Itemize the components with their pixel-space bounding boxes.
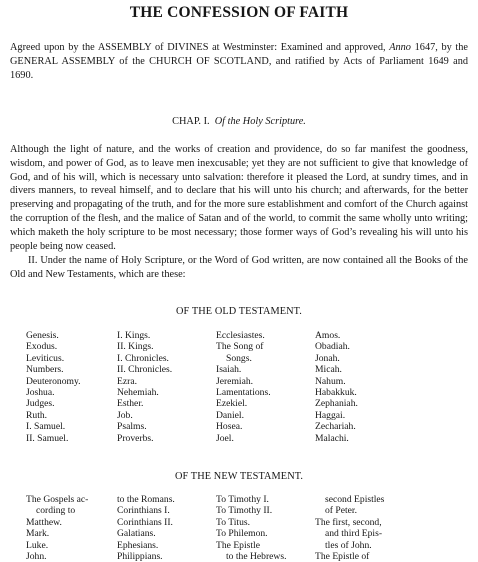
book-name: Habakkuk. bbox=[315, 387, 357, 399]
book-name: to the Hebrews. bbox=[226, 551, 287, 562]
book-name: Ecclesiastes. bbox=[216, 330, 265, 341]
nt-column-3 bbox=[216, 494, 286, 562]
old-testament-heading: OF THE OLD TESTAMENT. bbox=[176, 306, 302, 317]
book-name: tles of John. bbox=[325, 539, 372, 551]
book-name: Leviticus. bbox=[26, 352, 65, 364]
chapter-number: CHAP. I. bbox=[172, 116, 210, 127]
book-name: Genesis. bbox=[26, 330, 59, 341]
book-name: II. Samuel. bbox=[26, 432, 69, 444]
ot-column-3 bbox=[216, 330, 271, 444]
book-name: Daniel. bbox=[216, 409, 244, 421]
book-name: Numbers. bbox=[26, 364, 64, 376]
book-name: Proverbs. bbox=[117, 432, 154, 444]
book-name: to the Romans. bbox=[117, 494, 175, 505]
book-name: Nehemiah. bbox=[117, 387, 159, 399]
book-name: Galatians. bbox=[117, 528, 156, 540]
nt-column-1 bbox=[26, 494, 88, 562]
book-name: Jeremiah. bbox=[216, 375, 254, 387]
book-name: Ephesians. bbox=[117, 539, 159, 551]
paragraph-2: II. Under the name of Holy Scripture, or the Word of God written, are now contained all the Books of the Old and New Testaments, which are these: bbox=[10, 255, 468, 280]
ot-column-1 bbox=[26, 330, 81, 444]
book-name: Zephaniah. bbox=[315, 398, 358, 410]
paragraph-1: Although the light of nature, and the works of creation and providence, do so far manifest the goodness, wisdom, and power of God, as to leave men inexcusable; yet they are not sufficient to give that knowledge of God, and of his will, which is necessary unto salvation: therefore it pleased the Lord, at sundry times, and in divers manners, to reveal himself, and to declare that his will unto his church; and afterwards, for the better preserving and propagating of the truth, and for the more sure establishment and comfort of the Church against the corruption of the flesh, and the malice of Satan and of the world, to commit the same wholly unto writing; which maketh the holy scripture to be most necessary; those former ways of God’s revealing his will unto his people being now ceased. bbox=[10, 144, 468, 252]
book-name: John. bbox=[26, 551, 47, 562]
book-name: The Gospels ac- bbox=[26, 494, 89, 505]
book-name: I. Chronicles. bbox=[117, 352, 169, 364]
book-name: To Titus. bbox=[216, 516, 250, 528]
book-name: Exodus. bbox=[26, 341, 58, 353]
book-name: Isaiah. bbox=[216, 364, 242, 376]
book-name: II. Kings. bbox=[117, 341, 154, 353]
chapter-heading bbox=[0, 116, 478, 127]
book-name: Hosea. bbox=[216, 421, 243, 433]
book-name: I. Kings. bbox=[117, 330, 151, 341]
book-name: Corinthians I. bbox=[117, 505, 170, 517]
book-name: Joshua. bbox=[26, 387, 55, 399]
book-name: second Epistles bbox=[325, 494, 385, 505]
book-name: Job. bbox=[117, 409, 133, 421]
book-name: Ruth. bbox=[26, 409, 48, 421]
chapter-title: Of the Holy Scripture. bbox=[214, 116, 306, 127]
book-name: Joel. bbox=[216, 432, 234, 444]
book-name: Malachi. bbox=[315, 432, 349, 444]
book-name: Lamentations. bbox=[216, 387, 271, 399]
book-name: Philippians. bbox=[117, 551, 163, 562]
intro-anno: Anno bbox=[389, 42, 411, 53]
new-testament-heading: OF THE NEW TESTAMENT. bbox=[174, 471, 304, 482]
document-title: THE CONFESSION OF FAITH bbox=[129, 4, 349, 21]
book-name: Mark. bbox=[26, 528, 50, 540]
book-name: Amos. bbox=[315, 330, 341, 341]
book-name: Ezra. bbox=[117, 375, 137, 387]
book-name: Luke. bbox=[26, 539, 49, 551]
book-name: Obadiah. bbox=[315, 341, 350, 353]
book-name: Esther. bbox=[117, 398, 144, 410]
book-name: Micah. bbox=[315, 364, 342, 376]
nt-column-4 bbox=[315, 494, 384, 562]
book-name: Nahum. bbox=[315, 375, 346, 387]
book-name: Matthew. bbox=[26, 516, 62, 528]
book-name: Corinthians II. bbox=[117, 516, 173, 528]
book-name: Haggai. bbox=[315, 409, 346, 421]
intro-text-2: 1647, by the GENERAL ASSEMBLY of the CHURCH OF SCOTLAND, and ratified by Acts of Parliament 1649 and 1690. bbox=[10, 42, 469, 81]
book-name: The Song of bbox=[216, 341, 264, 353]
ot-column-2 bbox=[117, 330, 172, 444]
book-name: Ezekiel. bbox=[216, 398, 248, 410]
book-name: II. Chronicles. bbox=[117, 364, 173, 376]
book-name: Jonah. bbox=[315, 352, 340, 364]
book-name: Zechariah. bbox=[315, 421, 356, 433]
book-name: and third Epis- bbox=[325, 528, 383, 540]
book-name: Songs. bbox=[226, 352, 252, 364]
book-name: The Epistle bbox=[216, 539, 260, 551]
book-name: The first, second, bbox=[315, 516, 382, 528]
intro-paragraph bbox=[10, 41, 468, 82]
nt-column-2 bbox=[117, 494, 175, 562]
book-name: To Timothy II. bbox=[216, 505, 273, 517]
book-name: The Epistle of bbox=[315, 551, 370, 562]
book-name: I. Samuel. bbox=[26, 421, 66, 433]
intro-text-1: Agreed upon by the ASSEMBLY of DIVINES at Westminster: Examined and approved, bbox=[10, 42, 386, 53]
book-name: cording to bbox=[36, 505, 76, 517]
book-name: To Timothy I. bbox=[216, 494, 269, 505]
book-name: Deuteronomy. bbox=[26, 375, 81, 387]
book-name: To Philemon. bbox=[216, 528, 268, 540]
book-name: Judges. bbox=[26, 398, 55, 410]
ot-column-4 bbox=[315, 330, 358, 444]
book-name: of Peter. bbox=[325, 505, 357, 517]
book-name: Psalms. bbox=[117, 421, 147, 433]
